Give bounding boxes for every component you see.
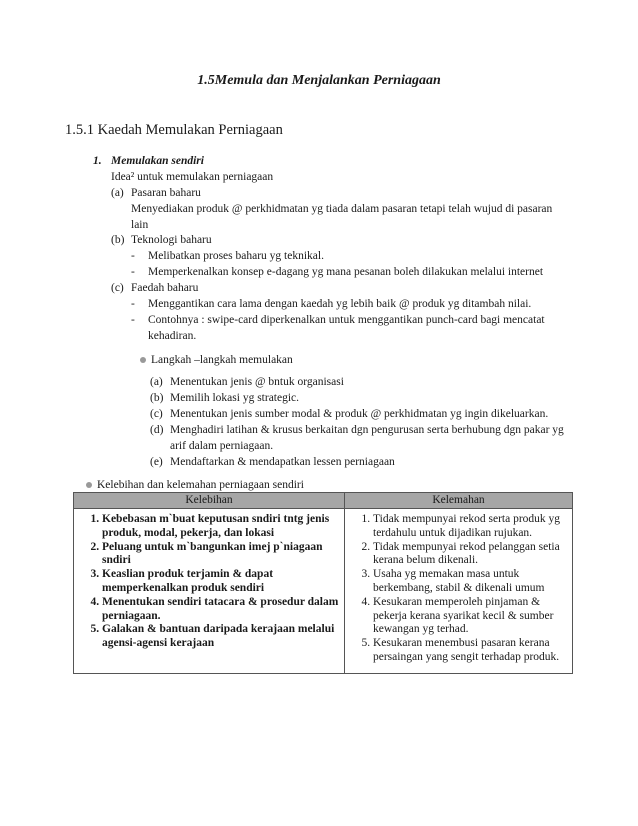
sub-b-title: Teknologi baharu: [131, 234, 212, 246]
kelebihan-cell: [74, 509, 345, 674]
section-heading: 1.5.1 Kaedah Memulakan Perniagaan: [65, 122, 283, 138]
kelebihan-heading-row: [86, 478, 304, 493]
sub-b-label: (b): [111, 234, 125, 246]
langkah-label: (e): [150, 456, 163, 468]
item-heading: Memulakan sendiri: [111, 155, 204, 167]
dash: -: [131, 298, 135, 310]
langkah-item: Mendaftarkan & mendapatkan lessen perniagaan: [170, 456, 395, 468]
list-item: 2. Peluang untuk m`bangunkan imej p`niagaan sndiri: [102, 541, 340, 569]
item-number: 1.: [93, 155, 102, 167]
kelebihan-heading: Kelebihan dan kelemahan perniagaan sendiri: [97, 479, 304, 491]
sub-b-item: Memperkenalkan konsep e-dagang yg mana pesanan boleh dilakukan melalui internet: [148, 266, 544, 278]
sub-a-text-cont: lain: [131, 219, 149, 231]
langkah-item: Memilih lokasi yg strategic.: [170, 392, 300, 404]
sub-c-item-cont: kehadiran.: [148, 330, 197, 342]
langkah-item: Menentukan jenis @ bntuk organisasi: [170, 376, 344, 388]
langkah-heading: Langkah –langkah memulakan: [151, 354, 293, 366]
list-item: 1. Tidak mempunyai rekod serta produk yg terdahulu untuk dijadikan rujukan.: [373, 513, 568, 541]
bullet-icon: [140, 357, 146, 363]
page-title: 1.5Memula dan Menjalankan Perniagaan: [197, 73, 441, 88]
langkah-label: (d): [150, 424, 164, 436]
idea-text: Idea² untuk memulakan perniagaan: [111, 171, 274, 183]
table-row: [74, 509, 573, 674]
langkah-label: (c): [150, 408, 163, 420]
list-item: 4. Menentukan sendiri tatacara & prosedur dalam perniagaan.: [102, 596, 340, 624]
column-header-kelebihan: Kelebihan: [74, 493, 345, 509]
list-item: 5. Kesukaran menembusi pasaran kerana persaingan yang sengit terhadap produk.: [373, 637, 568, 665]
list-item: 3. Keaslian produk terjamin & dapat memperkenalkan produk sendiri: [102, 568, 340, 596]
kelebihan-kelemahan-table: [73, 492, 573, 674]
kelebihan-list: [78, 513, 340, 651]
sub-c-label: (c): [111, 282, 124, 294]
langkah-label: (b): [150, 392, 164, 404]
list-item: 3. Usaha yg memakan masa untuk berkembang, stabil & dikenali umum: [373, 568, 568, 596]
langkah-item: Menghadiri latihan & krusus berkaitan dgn pengurusan serta berhubung dgn pakar yg: [170, 424, 564, 436]
list-item: 4. Kesukaran memperoleh pinjaman & pekerja kerana syarikat kecil & sumber kewangan yg terhad.: [373, 596, 568, 637]
list-item: 1. Kebebasan m`buat keputusan sndiri tntg jenis produk, modal, pekerja, dan lokasi: [102, 513, 340, 541]
bullet-icon: [86, 482, 92, 488]
sub-a-title: Pasaran baharu: [131, 187, 201, 199]
kelemahan-list: [349, 513, 568, 665]
langkah-heading-row: [140, 353, 293, 368]
table-header-row: [74, 493, 573, 509]
langkah-label: (a): [150, 376, 163, 388]
sub-a-text: Menyediakan produk @ perkhidmatan yg tiada dalam pasaran tetapi telah wujud di pasaran: [131, 203, 553, 215]
sub-a-label: (a): [111, 187, 124, 199]
dash: -: [131, 250, 135, 262]
sub-c-item: Menggantikan cara lama dengan kaedah yg lebih baik @ produk yg ditambah nilai.: [148, 298, 532, 310]
column-header-kelemahan: Kelemahan: [345, 493, 573, 509]
list-item: 2. Tidak mempunyai rekod pelanggan setia kerana belum dikenali.: [373, 541, 568, 569]
list-item: 5. Galakan & bantuan daripada kerajaan melalui agensi-agensi kerajaan: [102, 623, 340, 651]
kelemahan-cell: [345, 509, 573, 674]
sub-c-item: Contohnya : swipe-card diperkenalkan untuk menggantikan punch-card bagi mencatat: [148, 314, 545, 326]
langkah-item: Menentukan jenis sumber modal & produk @ perkhidmatan yg ingin dikeluarkan.: [170, 408, 549, 420]
langkah-item-cont: arif dalam perniagaan.: [170, 440, 274, 452]
sub-b-item: Melibatkan proses baharu yg teknikal.: [148, 250, 324, 262]
sub-c-title: Faedah baharu: [131, 282, 199, 294]
dash: -: [131, 266, 135, 278]
dash: -: [131, 314, 135, 326]
